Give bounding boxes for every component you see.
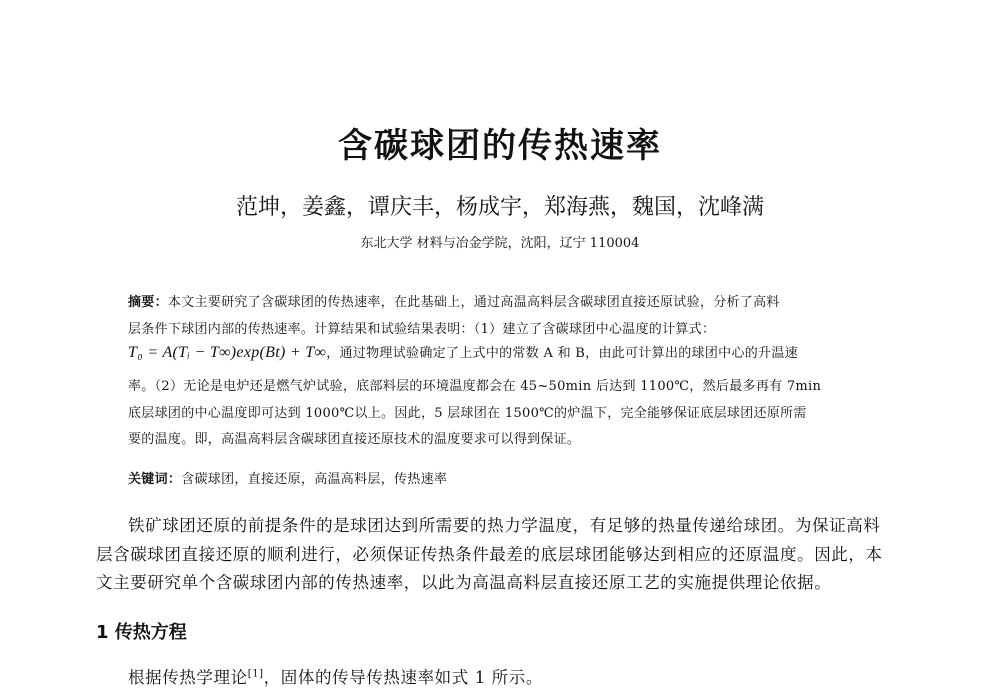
keywords-line: [128, 468, 447, 487]
section-paragraph-line: 根据传热学理论[1]，固体的传导传热速率如式 1 所示。: [128, 668, 543, 687]
paper-title: 含碳球团的传热速率: [338, 126, 662, 166]
intro-paragraph-line: 铁矿球团还原的前提条件的是球团达到所需要的热力学温度，有足够的热量传递给球团。为保证高料: [128, 516, 881, 535]
keywords-text: 含碳球团，直接还原，高温高料层，传热速率: [181, 472, 448, 487]
abstract-line: 要的温度。即，高温高料层含碳球团直接还原技术的温度要求可以得到保证。: [128, 432, 581, 447]
abstract-line: 底层球团的中心温度即可达到 1000℃以上。因此，5 层球团在 1500℃的炉温下，完全能够保证底层球团还原所需: [128, 406, 807, 421]
citation-ref[interactable]: [1]: [247, 668, 264, 680]
abstract-label: 摘要：: [128, 295, 168, 310]
abstract-line: 摘要：本文主要研究了含碳球团的传热速率，在此基础上，通过高温高料层含碳球团直接还原试验，分析了高料: [128, 295, 780, 310]
abstract-line: 率。（2）无论是电炉还是燃气炉试验，底部料层的环境温度都会在 45~50min 后达到 1100℃，然后最多再有 7min: [128, 379, 822, 394]
abstract-line: 层条件下球团内部的传热速率。计算结果和试验结果表明：（1）建立了含碳球团中心温度的计算式：: [128, 322, 716, 337]
keywords-label: 关键词：: [128, 472, 182, 487]
author-list: 范坤，姜鑫，谭庆丰，杨成宇，郑海燕，魏国，沈峰满: [235, 195, 764, 220]
intro-paragraph-line: 文主要研究单个含碳球团内部的传热速率，以此为高温高料层直接还原工艺的实施提供理论依据。: [96, 573, 832, 592]
center-temperature-formula: T₀ = A(Tᵢ − T∞)exp(Bt) + T∞: [128, 344, 327, 361]
abstract-line: T₀ = A(Tᵢ − T∞)exp(Bt) + T∞，通过物理试验确定了上式中的常数 A 和 B，由此可计算出的球团中心的升温速: [128, 344, 798, 361]
intro-paragraph-line: 层含碳球团直接还原的顺利进行，必须保证传热条件最差的底层球团能够达到相应的还原温度。因此，本: [96, 545, 883, 564]
section-heading: 1 传热方程: [96, 622, 187, 643]
affiliation: 东北大学 材料与冶金学院，沈阳，辽宁 110004: [360, 236, 640, 251]
